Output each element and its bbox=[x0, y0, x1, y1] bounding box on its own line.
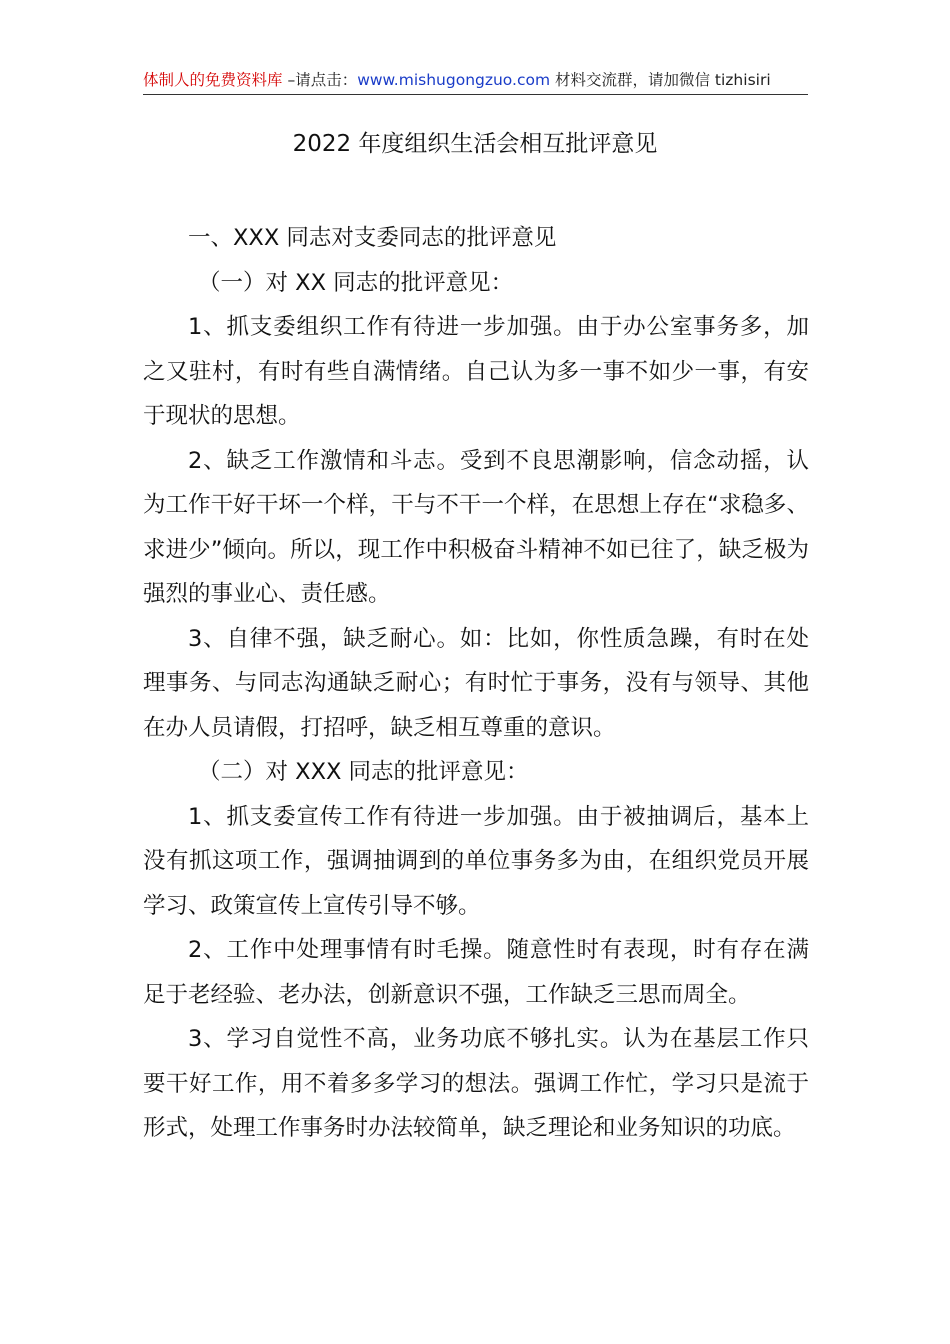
paragraph: 2、缺乏工作激情和斗志。受到不良思潮影响，信念动摇，认为工作干好干坏一个样，干与不干一个样，在思想上存在“求稳多、求进少”倾向。所以，现工作中积极奋斗精神不如已往了，缺乏极为强烈的事业心、责任感。 bbox=[143, 447, 809, 607]
header-prompt: –请点击： bbox=[282, 71, 358, 89]
header-brand: 体制人的免费资料库 bbox=[143, 71, 283, 89]
header-contact: 材料交流群，请加微信 tizhisiri bbox=[550, 71, 771, 89]
document-body bbox=[143, 216, 809, 1151]
paragraph: 3、自律不强，缺乏耐心。如：比如，你性质急躁，有时在处理事务、与同志沟通缺乏耐心；有时忙于事务，没有与领导、其他在办人员请假，打招呼，缺乏相互尊重的意识。 bbox=[143, 625, 809, 741]
document-title: 2022 年度组织生活会相互批评意见 bbox=[292, 131, 658, 157]
paragraph: 3、学习自觉性不高，业务功底不够扎实。认为在基层工作只要干好工作，用不着多多学习的想法。强调工作忙，学习只是流于形式，处理工作事务时办法较简单，缺乏理论和业务知识的功底。 bbox=[143, 1026, 809, 1141]
section-heading: 一、XXX 同志对支委同志的批评意见 bbox=[188, 225, 557, 251]
paragraph: 1、抓支委宣传工作有待进一步加强。由于被抽调后，基本上没有抓这项工作，强调抽调到的单位事务多为由，在组织党员开展学习、政策宣传上宣传引导不够。 bbox=[143, 803, 809, 919]
header-link[interactable]: www.mishugongzuo.com bbox=[357, 71, 551, 89]
subsection-heading-2: （二）对 XXX 同志的批评意见： bbox=[198, 759, 529, 785]
paragraph: 2、工作中处理事情有时毛操。随意性时有表现，时有存在满足于老经验、老办法，创新意识不强，工作缺乏三思而周全。 bbox=[143, 937, 809, 1008]
subsection-heading-1: （一）对 XX 同志的批评意见： bbox=[198, 269, 514, 296]
page-header bbox=[143, 68, 808, 95]
paragraph: 1、抓支委组织工作有待进一步加强。由于办公室事务多，加之又驻村，有时有些自满情绪。自己认为多一事不如少一事，有安于现状的思想。 bbox=[143, 314, 809, 429]
